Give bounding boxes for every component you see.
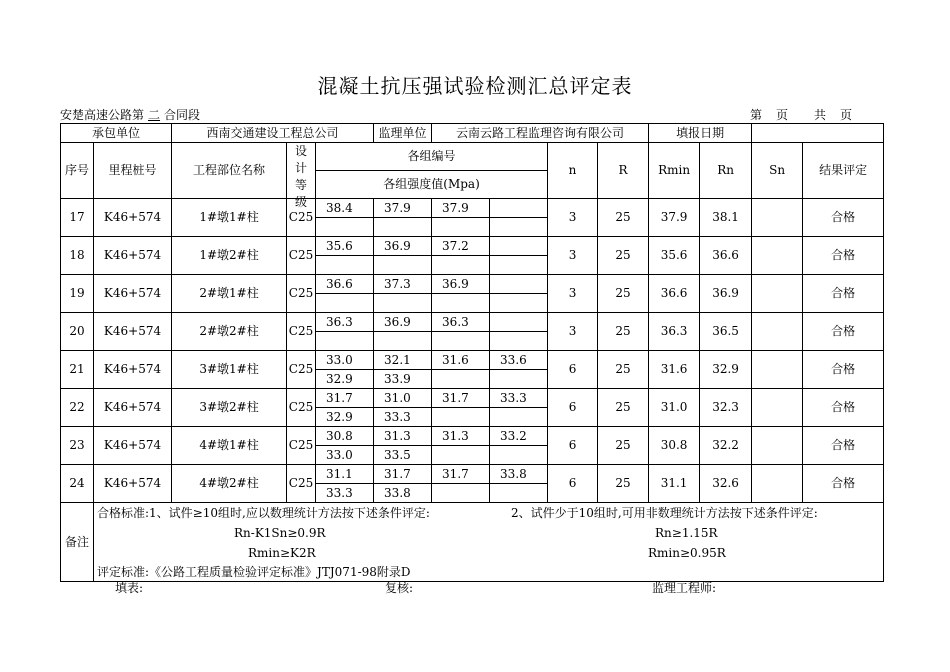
note-line1-left: 合格标准:1、试件≥10组时,应以数理统计方法按下述条件评定:	[97, 506, 430, 520]
col-group-no: 各组编号	[316, 143, 548, 171]
strength-value: 31.3	[432, 427, 490, 446]
strength-value: 32.9	[316, 408, 374, 427]
strength-value: 33.0	[316, 446, 374, 465]
row-rn: 38.1	[700, 199, 752, 237]
row-station: K46+574	[94, 199, 172, 237]
row-result: 合格	[803, 427, 884, 465]
row-n: 6	[548, 465, 598, 503]
supervisor-value: 云南云路工程监理咨询有限公司	[432, 124, 649, 143]
row-n: 3	[548, 199, 598, 237]
strength-value	[490, 408, 548, 427]
row-result: 合格	[803, 275, 884, 313]
strength-value: 30.8	[316, 427, 374, 446]
col-n: n	[548, 143, 598, 199]
strength-value	[432, 446, 490, 465]
strength-value: 37.2	[432, 237, 490, 256]
strength-value	[490, 199, 548, 218]
strength-value: 33.0	[316, 351, 374, 370]
strength-value	[490, 237, 548, 256]
strength-value: 36.3	[432, 313, 490, 332]
row-grade: C25	[287, 465, 316, 503]
fill-label: 填表:	[115, 581, 144, 595]
strength-value: 31.0	[374, 389, 432, 408]
row-sn	[752, 389, 803, 427]
section-suffix: 合同段	[164, 108, 201, 122]
notes-row	[61, 503, 884, 582]
row-rn: 36.9	[700, 275, 752, 313]
strength-value	[316, 218, 374, 237]
row-rmin: 36.6	[649, 275, 700, 313]
page-title: 混凝土抗压强试验检测汇总评定表	[317, 74, 633, 98]
col-station: 里程桩号	[94, 143, 172, 199]
row-no: 19	[61, 275, 94, 313]
standard-note: 评定标准:《公路工程质量检验评定标准》JTJ071-98附录D	[97, 565, 411, 579]
row-part: 2#墩1#柱	[172, 275, 287, 313]
strength-value	[432, 484, 490, 503]
strength-value	[374, 332, 432, 351]
table-row	[61, 237, 884, 256]
row-n: 3	[548, 313, 598, 351]
strength-value	[432, 256, 490, 275]
table-row	[61, 199, 884, 218]
strength-value: 32.9	[316, 370, 374, 389]
strength-value	[316, 294, 374, 313]
header-info-row	[61, 124, 884, 143]
strength-value	[316, 332, 374, 351]
row-rmin: 36.3	[649, 313, 700, 351]
row-rmin: 31.1	[649, 465, 700, 503]
strength-value: 31.7	[374, 465, 432, 484]
row-n: 3	[548, 237, 598, 275]
page-counter	[736, 106, 852, 123]
row-part: 3#墩1#柱	[172, 351, 287, 389]
strength-value: 38.4	[316, 199, 374, 218]
row-result: 合格	[803, 389, 884, 427]
strength-value	[374, 256, 432, 275]
col-no: 序号	[61, 143, 94, 199]
strength-value	[374, 294, 432, 313]
review-label: 复核:	[385, 581, 414, 595]
strength-value: 33.3	[490, 389, 548, 408]
strength-value: 31.7	[316, 389, 374, 408]
page-unit: 页	[775, 108, 788, 122]
strength-value: 31.6	[432, 351, 490, 370]
column-header-row-1	[61, 143, 884, 171]
row-rn: 32.2	[700, 427, 752, 465]
row-r: 25	[598, 465, 649, 503]
row-sn	[752, 313, 803, 351]
row-station: K46+574	[94, 351, 172, 389]
row-n: 6	[548, 389, 598, 427]
strength-value: 36.6	[316, 275, 374, 294]
notes-label: 备注	[61, 503, 94, 582]
row-sn	[752, 237, 803, 275]
row-rn: 32.3	[700, 389, 752, 427]
strength-value: 31.3	[374, 427, 432, 446]
strength-value	[432, 332, 490, 351]
contractor-label: 承包单位	[61, 124, 172, 143]
row-part: 1#墩2#柱	[172, 237, 287, 275]
row-r: 25	[598, 237, 649, 275]
row-rn: 32.6	[700, 465, 752, 503]
col-grade: 设 计 等 级	[287, 143, 316, 199]
row-station: K46+574	[94, 427, 172, 465]
row-sn	[752, 351, 803, 389]
row-result: 合格	[803, 465, 884, 503]
row-result: 合格	[803, 351, 884, 389]
strength-value: 36.9	[432, 275, 490, 294]
strength-value: 36.9	[374, 313, 432, 332]
row-no: 24	[61, 465, 94, 503]
strength-value: 37.9	[374, 199, 432, 218]
row-rn: 32.9	[700, 351, 752, 389]
table-row	[61, 351, 884, 370]
strength-value	[432, 294, 490, 313]
row-grade: C25	[287, 389, 316, 427]
col-group-strength: 各组强度值(Mpa)	[316, 171, 548, 199]
col-rmin: Rmin	[649, 143, 700, 199]
row-n: 6	[548, 427, 598, 465]
row-grade: C25	[287, 427, 316, 465]
col-r: R	[598, 143, 649, 199]
row-n: 6	[548, 351, 598, 389]
section-number: 二	[148, 108, 161, 122]
table-row	[61, 389, 884, 408]
col-result: 结果评定	[803, 143, 884, 199]
formula-2-left: Rmin≥K2R	[248, 546, 316, 560]
strength-value: 33.6	[490, 351, 548, 370]
row-result: 合格	[803, 199, 884, 237]
strength-value: 36.9	[374, 237, 432, 256]
strength-value	[490, 332, 548, 351]
row-rn: 36.5	[700, 313, 752, 351]
row-part: 4#墩2#柱	[172, 465, 287, 503]
row-no: 20	[61, 313, 94, 351]
row-no: 21	[61, 351, 94, 389]
date-value	[752, 124, 884, 143]
formula-2-right: Rmin≥0.95R	[648, 546, 726, 560]
row-result: 合格	[803, 237, 884, 275]
contractor-value: 西南交通建设工程总公司	[172, 124, 374, 143]
row-no: 23	[61, 427, 94, 465]
row-r: 25	[598, 427, 649, 465]
row-rmin: 30.8	[649, 427, 700, 465]
row-rn: 36.6	[700, 237, 752, 275]
strength-value: 33.5	[374, 446, 432, 465]
row-grade: C25	[287, 351, 316, 389]
col-rn: Rn	[700, 143, 752, 199]
formula-1-right: Rn≥1.15R	[655, 526, 718, 540]
row-no: 17	[61, 199, 94, 237]
strength-value	[490, 370, 548, 389]
row-station: K46+574	[94, 237, 172, 275]
row-station: K46+574	[94, 275, 172, 313]
col-part: 工程部位名称	[172, 143, 287, 199]
formula-1-left: Rn-K1Sn≥0.9R	[234, 526, 326, 540]
strength-value: 33.3	[316, 484, 374, 503]
row-rmin: 37.9	[649, 199, 700, 237]
row-station: K46+574	[94, 313, 172, 351]
strength-value: 35.6	[316, 237, 374, 256]
row-grade: C25	[287, 275, 316, 313]
strength-value	[490, 313, 548, 332]
strength-value	[432, 218, 490, 237]
page-label: 第	[749, 108, 762, 122]
strength-value: 37.3	[374, 275, 432, 294]
supervisor-label: 监理单位	[374, 124, 432, 143]
row-part: 3#墩2#柱	[172, 389, 287, 427]
row-sn	[752, 275, 803, 313]
row-no: 22	[61, 389, 94, 427]
row-r: 25	[598, 389, 649, 427]
strength-value	[490, 446, 548, 465]
row-sn	[752, 465, 803, 503]
row-rmin: 35.6	[649, 237, 700, 275]
strength-value	[490, 484, 548, 503]
strength-value	[490, 294, 548, 313]
strength-value: 33.2	[490, 427, 548, 446]
strength-value	[316, 256, 374, 275]
row-part: 4#墩1#柱	[172, 427, 287, 465]
row-r: 25	[598, 351, 649, 389]
row-station: K46+574	[94, 389, 172, 427]
strength-value: 37.9	[432, 199, 490, 218]
contract-section	[60, 106, 200, 123]
table-row	[61, 275, 884, 294]
notes-content	[94, 503, 884, 582]
row-grade: C25	[287, 237, 316, 275]
row-sn	[752, 199, 803, 237]
date-label: 填报日期	[649, 124, 752, 143]
row-rmin: 31.0	[649, 389, 700, 427]
strength-value	[490, 218, 548, 237]
row-part: 2#墩2#柱	[172, 313, 287, 351]
total-label: 共	[813, 108, 826, 122]
strength-value: 33.8	[490, 465, 548, 484]
strength-value: 31.7	[432, 389, 490, 408]
strength-value: 33.3	[374, 408, 432, 427]
strength-value	[490, 275, 548, 294]
strength-value: 36.3	[316, 313, 374, 332]
table-row	[61, 313, 884, 332]
row-grade: C25	[287, 199, 316, 237]
row-result: 合格	[803, 313, 884, 351]
strength-value: 31.1	[316, 465, 374, 484]
row-r: 25	[598, 199, 649, 237]
engineer-label: 监理工程师:	[652, 581, 717, 595]
strength-value	[490, 256, 548, 275]
strength-value	[432, 408, 490, 427]
strength-value	[432, 370, 490, 389]
row-sn	[752, 427, 803, 465]
total-unit: 页	[839, 108, 852, 122]
col-sn: Sn	[752, 143, 803, 199]
row-station: K46+574	[94, 465, 172, 503]
section-prefix: 安楚高速公路第	[60, 108, 145, 122]
table-row	[61, 465, 884, 484]
strength-value	[374, 218, 432, 237]
row-grade: C25	[287, 313, 316, 351]
strength-value: 32.1	[374, 351, 432, 370]
note-line1-right: 2、试件少于10组时,可用非数理统计方法按下述条件评定:	[511, 506, 818, 520]
section-line	[60, 106, 882, 122]
strength-value: 33.9	[374, 370, 432, 389]
row-part: 1#墩1#柱	[172, 199, 287, 237]
summary-table	[60, 123, 884, 582]
row-no: 18	[61, 237, 94, 275]
row-r: 25	[598, 275, 649, 313]
table-row	[61, 427, 884, 446]
row-r: 25	[598, 313, 649, 351]
strength-value: 31.7	[432, 465, 490, 484]
row-n: 3	[548, 275, 598, 313]
strength-value: 33.8	[374, 484, 432, 503]
row-rmin: 31.6	[649, 351, 700, 389]
